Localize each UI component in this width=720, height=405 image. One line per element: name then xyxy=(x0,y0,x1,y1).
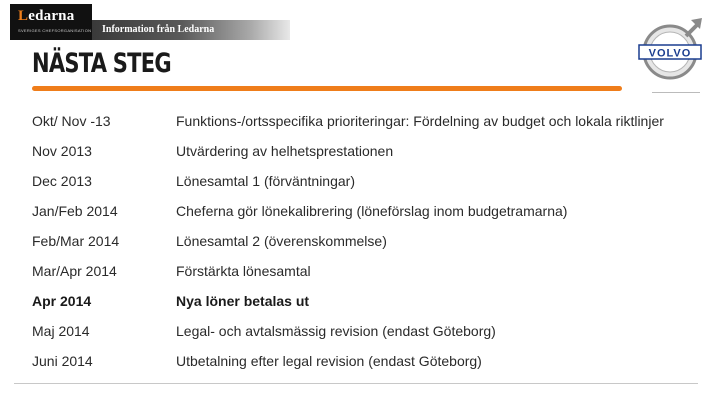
schedule-date: Nov 2013 xyxy=(32,143,92,159)
ledarna-logo xyxy=(10,4,92,40)
bottom-divider xyxy=(14,383,698,384)
schedule-description: Utbetalning efter legal revision (endast Göteborg) xyxy=(176,353,482,369)
page-title: NÄSTA STEG xyxy=(32,48,171,79)
schedule-table xyxy=(32,108,698,378)
schedule-description: Lönesamtal 1 (förväntningar) xyxy=(176,173,355,189)
schedule-row xyxy=(32,348,698,378)
schedule-description: Förstärkta lönesamtal xyxy=(176,263,311,279)
schedule-row xyxy=(32,318,698,348)
volvo-underline xyxy=(652,92,700,93)
schedule-row xyxy=(32,228,698,258)
ledarna-tagline: SVERIGES CHEFSORGANISATION xyxy=(18,28,92,33)
schedule-description: Funktions-/ortsspecifika prioriteringar: Fördelning av budget och lokala riktlinjer xyxy=(176,113,664,129)
schedule-date: Jan/Feb 2014 xyxy=(32,203,118,219)
schedule-date: Feb/Mar 2014 xyxy=(32,233,120,249)
schedule-description: Utvärdering av helhetsprestationen xyxy=(176,143,394,159)
schedule-row xyxy=(32,168,698,198)
schedule-row xyxy=(32,198,698,228)
schedule-description: Lönesamtal 2 (överenskommelse) xyxy=(176,233,387,249)
schedule-row xyxy=(32,258,698,288)
orange-divider xyxy=(32,86,622,91)
schedule-row xyxy=(32,288,698,318)
schedule-row xyxy=(32,138,698,168)
info-banner-text: Information från Ledarna xyxy=(102,24,215,35)
schedule-description: Nya löner betalas ut xyxy=(176,293,310,309)
schedule-date: Mar/Apr 2014 xyxy=(32,263,117,279)
schedule-date: Apr 2014 xyxy=(32,293,92,309)
ledarna-brand-rest: edarna xyxy=(28,8,75,24)
schedule-date: Okt/ Nov -13 xyxy=(32,113,111,129)
volvo-arrow-shaft xyxy=(686,24,698,36)
info-banner xyxy=(92,20,290,40)
volvo-logo xyxy=(636,16,706,82)
schedule-row xyxy=(32,108,698,138)
ledarna-brand-initial: L xyxy=(18,8,29,24)
ledarna-brand xyxy=(18,8,74,25)
schedule-date: Maj 2014 xyxy=(32,323,90,339)
schedule-date: Juni 2014 xyxy=(32,353,93,369)
schedule-date: Dec 2013 xyxy=(32,173,92,189)
schedule-description: Cheferna gör lönekalibrering (löneförslag inom budgetramarna) xyxy=(176,203,568,219)
schedule-description: Legal- och avtalsmässig revision (endast Göteborg) xyxy=(176,323,496,339)
volvo-wordmark: VOLVO xyxy=(648,47,692,60)
